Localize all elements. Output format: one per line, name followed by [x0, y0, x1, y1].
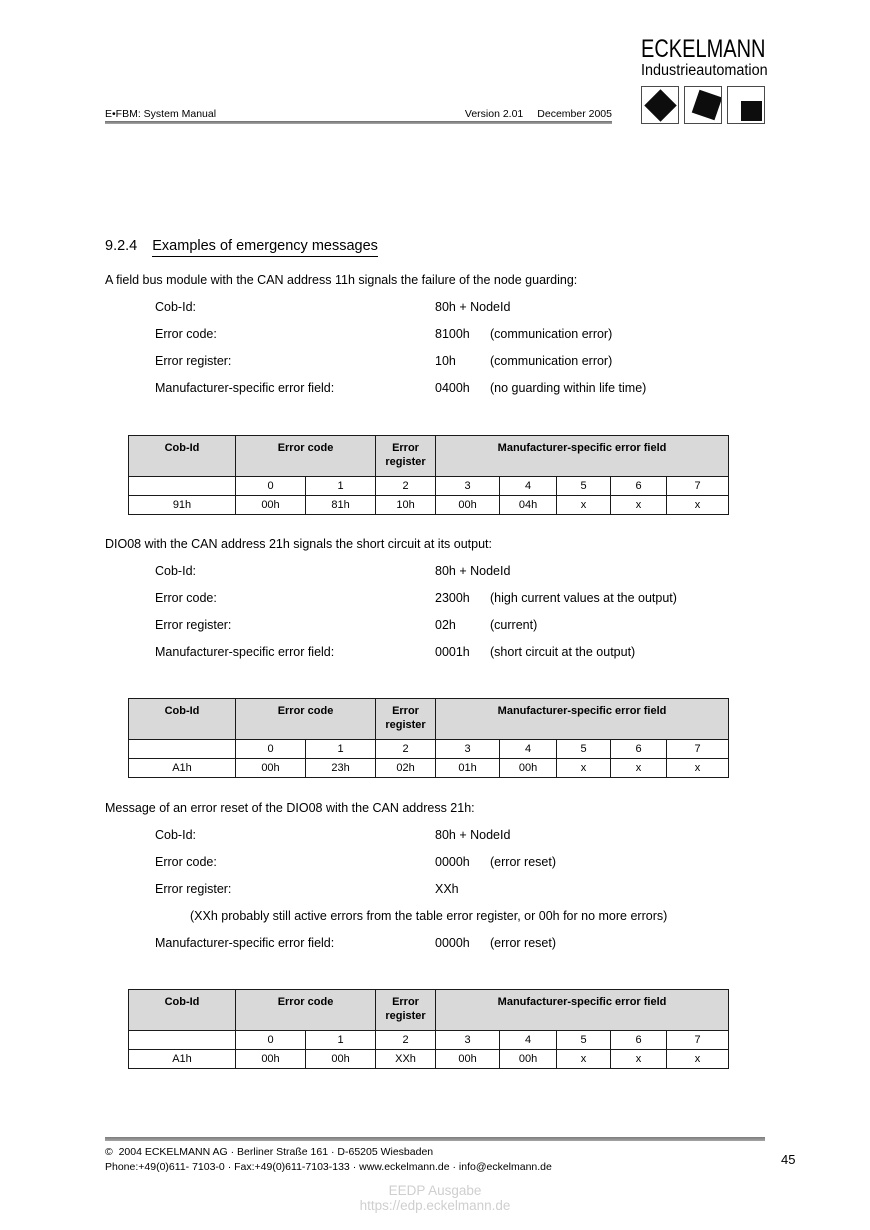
kv-label: Error code: [155, 855, 217, 869]
value-cell: x [611, 1050, 667, 1069]
value-cell: x [611, 759, 667, 778]
value-cell: x [557, 1050, 611, 1069]
kv-row [105, 882, 667, 909]
table-header-row [129, 990, 729, 1031]
watermark-line-1: EEDP Ausgabe [388, 1183, 482, 1198]
page-number: 45 [781, 1152, 796, 1167]
value-cell: 00h [500, 759, 557, 778]
col-header-error-code: Error code [236, 990, 376, 1031]
value-cell: x [557, 496, 611, 515]
value-cell: 00h [236, 1050, 306, 1069]
byte-index-cell: 7 [667, 477, 729, 496]
col-header-error-code: Error code [236, 699, 376, 740]
byte-index-row [129, 740, 729, 759]
byte-index-cell: 1 [306, 740, 376, 759]
empty-cell [129, 1031, 236, 1050]
footer-rule [105, 1137, 765, 1141]
kv-value: 2300h [435, 591, 470, 605]
kv-label: Manufacturer-specific error field: [155, 381, 335, 395]
header-date: December 2005 [537, 108, 612, 120]
byte-index-cell: 0 [236, 477, 306, 496]
value-cell: XXh [376, 1050, 436, 1069]
kv-value: 80h + NodeId [435, 300, 511, 314]
value-cell: 00h [306, 1050, 376, 1069]
byte-index-cell: 2 [376, 740, 436, 759]
value-cell: 10h [376, 496, 436, 515]
intro-paragraph-3: Message of an error reset of the DIO08 with the CAN address 21h: [105, 801, 475, 815]
col-header-cobid: Cob-Id [129, 990, 236, 1031]
byte-index-cell: 1 [306, 1031, 376, 1050]
header-rule [105, 121, 612, 124]
value-cell: 81h [306, 496, 376, 515]
value-cell: 00h [500, 1050, 557, 1069]
value-row [129, 759, 729, 778]
header-manual-title: E•FBM: System Manual [105, 108, 217, 120]
col-header-error-register: Error register [376, 436, 436, 477]
value-row [129, 496, 729, 515]
kv-label: Manufacturer-specific error field: [155, 936, 335, 950]
section-heading [105, 238, 378, 254]
kv-row [105, 645, 677, 672]
intro-paragraph-1: A field bus module with the CAN address 11h signals the failure of the node guarding: [105, 273, 578, 287]
logo-diamond-icon [644, 89, 677, 122]
value-cell: x [667, 1050, 729, 1069]
col-header-mfr-field: Manufacturer-specific error field [436, 990, 729, 1031]
byte-index-cell: 0 [236, 1031, 306, 1050]
kv-label: Cob-Id: [155, 300, 196, 314]
logo-tilted-square-icon [692, 90, 722, 121]
logo-corner-square-icon [741, 101, 762, 121]
value-cell: A1h [129, 1050, 236, 1069]
kv-row [105, 354, 646, 381]
kv-label: Error register: [155, 354, 232, 368]
logo-square-3 [727, 86, 765, 124]
header-version: Version 2.01 [464, 108, 524, 120]
kv-note: (error reset) [490, 936, 556, 950]
value-cell: x [557, 759, 611, 778]
value-cell: 00h [236, 759, 306, 778]
byte-index-cell: 5 [557, 477, 611, 496]
value-cell: 00h [436, 496, 500, 515]
footer-contact: Phone:+49(0)611- 7103-0 · Fax:+49(0)611-7103-133 · www.eckelmann.de · info@eckelmann.de [105, 1160, 552, 1173]
kv-row [105, 828, 667, 855]
value-cell: x [667, 759, 729, 778]
kv-value: 80h + NodeId [435, 828, 511, 842]
kv-label: Manufacturer-specific error field: [155, 645, 335, 659]
col-header-error-register: Error register [376, 990, 436, 1031]
kv-value: 0001h [435, 645, 470, 659]
kv-row [105, 300, 646, 327]
empty-cell [129, 477, 236, 496]
col-header-cobid: Cob-Id [129, 436, 236, 477]
byte-index-row [129, 1031, 729, 1050]
value-cell: x [667, 496, 729, 515]
byte-index-cell: 3 [436, 1031, 500, 1050]
logo-square-1 [641, 86, 679, 124]
intro-paragraph-2: DIO08 with the CAN address 21h signals the short circuit at its output: [105, 537, 492, 551]
kv-note: (short circuit at the output) [490, 645, 636, 659]
value-row [129, 1050, 729, 1069]
byte-index-cell: 3 [436, 477, 500, 496]
kv-row [105, 564, 677, 591]
kv-value: XXh [435, 882, 459, 896]
kv-label: Error register: [155, 882, 232, 896]
value-cell: A1h [129, 759, 236, 778]
kv-value: 10h [435, 354, 456, 368]
section-number: 9.2.4 [105, 238, 138, 254]
kv-row [105, 591, 677, 618]
company-logo [641, 37, 771, 124]
kv-block-3 [105, 828, 667, 963]
logo-square-2 [684, 86, 722, 124]
footer-copyright: © 2004 ECKELMANN AG · Berliner Straße 161 · D-65205 Wiesbaden [105, 1146, 434, 1158]
kv-label: Error code: [155, 327, 217, 341]
logo-subtitle: Industrieautomation [641, 62, 768, 79]
kv-row [105, 381, 646, 408]
col-header-error-register: Error register [376, 699, 436, 740]
kv-aside-note: (XXh probably still active errors from the table error register, or 00h for no more errors) [190, 909, 668, 923]
byte-index-cell: 5 [557, 740, 611, 759]
value-cell: 00h [236, 496, 306, 515]
kv-label: Cob-Id: [155, 564, 196, 578]
byte-index-cell: 7 [667, 740, 729, 759]
byte-index-cell: 7 [667, 1031, 729, 1050]
byte-index-row [129, 477, 729, 496]
emergency-table-2 [128, 698, 729, 778]
kv-note: (current) [490, 618, 538, 632]
footer-text [105, 1145, 552, 1174]
kv-note: (communication error) [490, 327, 613, 341]
kv-block-2 [105, 564, 677, 672]
table-header-row [129, 436, 729, 477]
header-version-block [0, 108, 612, 120]
empty-cell [129, 740, 236, 759]
kv-note: (no guarding within life time) [490, 381, 647, 395]
kv-label: Error code: [155, 591, 217, 605]
kv-row [105, 936, 667, 963]
kv-note: (high current values at the output) [490, 591, 677, 605]
kv-value: 0000h [435, 855, 470, 869]
byte-index-cell: 5 [557, 1031, 611, 1050]
value-cell: 91h [129, 496, 236, 515]
emergency-table-1 [128, 435, 729, 515]
value-cell: 00h [436, 1050, 500, 1069]
byte-index-cell: 0 [236, 740, 306, 759]
kv-row [105, 327, 646, 354]
emergency-table-3 [128, 989, 729, 1069]
byte-index-cell: 1 [306, 477, 376, 496]
byte-index-cell: 4 [500, 477, 557, 496]
kv-note: (error reset) [490, 855, 556, 869]
byte-index-cell: 6 [611, 740, 667, 759]
value-cell: 04h [500, 496, 557, 515]
byte-index-cell: 2 [376, 477, 436, 496]
byte-index-cell: 4 [500, 740, 557, 759]
col-header-cobid: Cob-Id [129, 699, 236, 740]
kv-label: Error register: [155, 618, 232, 632]
byte-index-cell: 3 [436, 740, 500, 759]
table-header-row [129, 699, 729, 740]
col-header-mfr-field: Manufacturer-specific error field [436, 699, 729, 740]
kv-note: (communication error) [490, 354, 613, 368]
byte-index-cell: 2 [376, 1031, 436, 1050]
value-cell: 01h [436, 759, 500, 778]
section-title: Examples of emergency messages [152, 238, 378, 257]
kv-value: 02h [435, 618, 456, 632]
watermark-line-2: https://edp.eckelmann.de [359, 1198, 511, 1213]
byte-index-cell: 6 [611, 477, 667, 496]
value-cell: 02h [376, 759, 436, 778]
value-cell: x [611, 496, 667, 515]
kv-block-1 [105, 300, 646, 408]
logo-wordmark: ECKELMANN [641, 35, 766, 63]
watermark [0, 1183, 870, 1213]
col-header-error-code: Error code [236, 436, 376, 477]
kv-value: 0400h [435, 381, 470, 395]
byte-index-cell: 4 [500, 1031, 557, 1050]
logo-mark [641, 86, 771, 124]
kv-value: 80h + NodeId [435, 564, 511, 578]
kv-value: 8100h [435, 327, 470, 341]
value-cell: 23h [306, 759, 376, 778]
byte-index-cell: 6 [611, 1031, 667, 1050]
kv-value: 0000h [435, 936, 470, 950]
kv-label: Cob-Id: [155, 828, 196, 842]
col-header-mfr-field: Manufacturer-specific error field [436, 436, 729, 477]
kv-row [105, 618, 677, 645]
kv-row [105, 855, 667, 882]
